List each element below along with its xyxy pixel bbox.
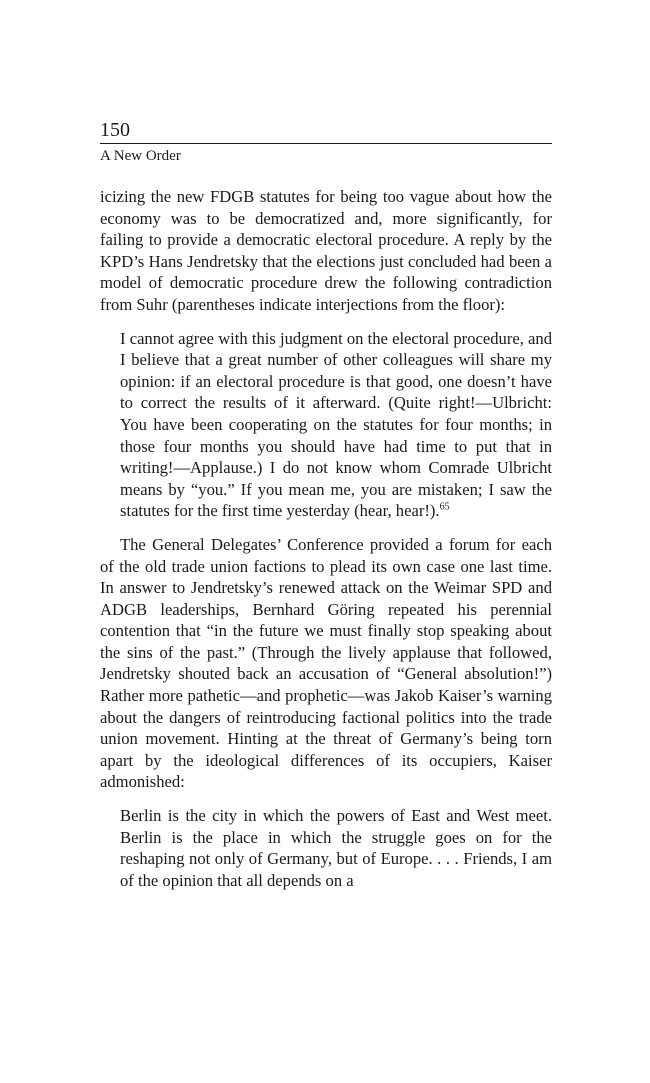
block-quote-2 xyxy=(120,805,552,891)
block-quote-1-text: I cannot agree with this judgment on the electoral procedure, and I believe that a great number of other colleagues will share my opinion: if an electoral procedure is that good, one doesn’t have to correct the results of it afterward. (Quite right!—Ulbricht: You have been cooperating on the statutes for four months; in those four months you should have had time to put that in writing!—Applause.) I do not know whom Comrade Ulbricht means by “you.” If you mean me, you are mistaken; I saw the statutes for the first time yesterday (hear, hear!). xyxy=(120,328,552,521)
block-quote-1 xyxy=(120,328,552,522)
paragraph-1: icizing the new FDGB statutes for being too vague about how the economy was to be democratized and, more significantly, for failing to provide a democratic electoral procedure. A reply by the KPD’s Hans Jendretsky that the elections just concluded had been a model of democratic procedure drew the following contradiction from Suhr (parentheses indicate interjections from the floor): xyxy=(100,187,552,314)
running-head: A New Order xyxy=(100,148,181,164)
block-quote-2-text: Berlin is the city in which the powers of East and West meet. Berlin is the place in which the struggle goes on for the reshaping not only of Germany, but of Europe. . . . Friends, I am of the opinion that all depends on a xyxy=(120,806,552,890)
book-page xyxy=(100,118,552,903)
body-text xyxy=(100,186,552,891)
header-rule xyxy=(100,143,552,144)
page-number: 150 xyxy=(100,119,130,141)
footnote-reference: 65 xyxy=(439,501,450,513)
paragraph-2: The General Delegates’ Conference provided a forum for each of the old trade union factions to plead its own case one last time. In answer to Jendretsky’s renewed attack on the Weimar SPD and ADGB leaderships, Bernhard Göring repeated his perennial contention that “in the future we must finally stop speaking about the sins of the past.” (Through the lively applause that followed, Jendretsky shouted back an accusation of “General absolution!”) Rather more pathetic—and prophetic—was Jakob Kaiser’s warning about the dangers of reintroducing factional politics into the trade union movement. Hinting at the threat of Germany’s being torn apart by the ideological differences of its occupiers, Kaiser admonished: xyxy=(100,534,552,792)
page-header xyxy=(100,118,552,166)
